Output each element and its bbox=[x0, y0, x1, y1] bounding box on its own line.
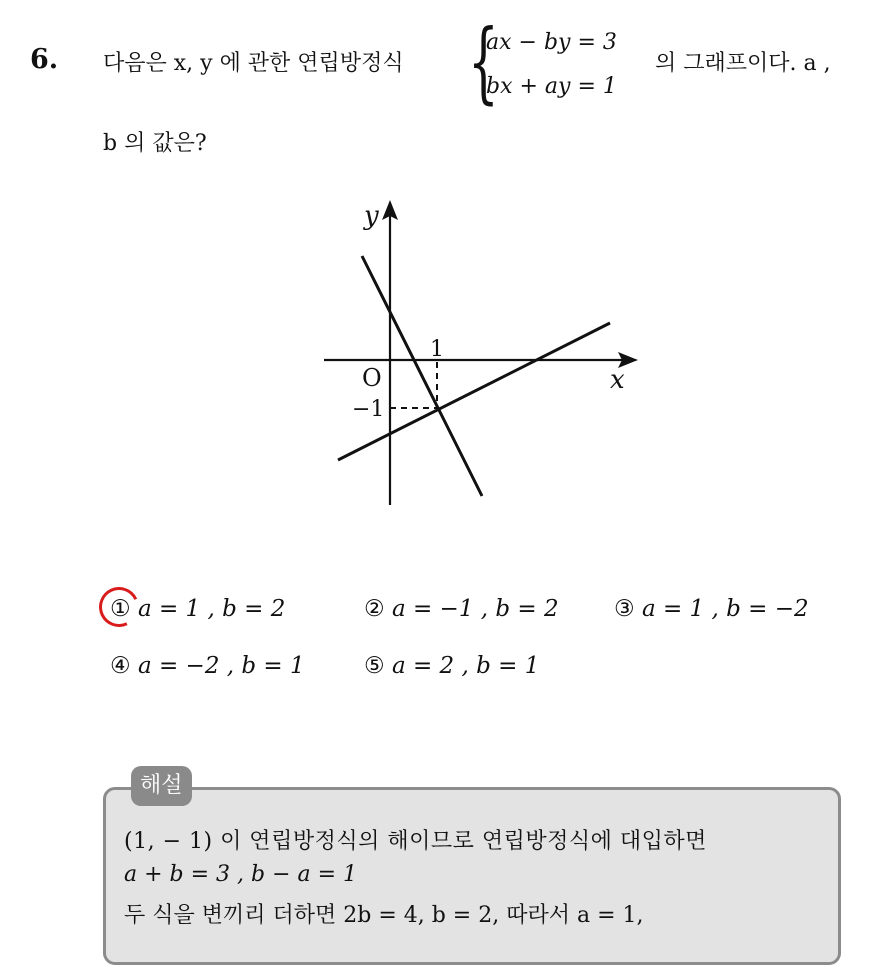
equation-1: ax − by = 3 bbox=[486, 30, 617, 55]
choice-1-number: ① bbox=[110, 596, 131, 622]
equation-2: bx + ay = 1 bbox=[486, 74, 617, 99]
choice-3[interactable] bbox=[614, 596, 809, 622]
choice-4-number: ④ bbox=[110, 653, 131, 679]
y-axis-label: y bbox=[364, 201, 379, 231]
choice-1-text: a = 1 , b = 2 bbox=[137, 596, 286, 622]
explanation-line-2: a + b = 3 , b − a = 1 bbox=[124, 862, 358, 887]
choice-4-text: a = −2 , b = 1 bbox=[137, 653, 305, 679]
choice-4[interactable] bbox=[110, 653, 305, 679]
y-tick-label: −1 bbox=[352, 397, 385, 422]
choice-2[interactable] bbox=[364, 596, 559, 622]
x-axis-label: x bbox=[610, 365, 625, 395]
explanation-line-1: (1, − 1) 이 연립방정식의 해이므로 연립방정식에 대입하면 bbox=[124, 829, 707, 854]
question-text-line2: b 의 값은? bbox=[103, 131, 207, 156]
explanation-line-3: 두 식을 변끼리 더하면 2b = 4, b = 2, 따라서 a = 1, bbox=[124, 903, 644, 928]
x-tick-label: 1 bbox=[430, 337, 444, 362]
system-brace-icon: { bbox=[468, 10, 499, 113]
question-number: 6. bbox=[30, 44, 59, 75]
coordinate-graph bbox=[300, 190, 650, 510]
choice-3-number: ③ bbox=[614, 596, 635, 622]
choice-3-text: a = 1 , b = −2 bbox=[641, 596, 809, 622]
choice-2-number: ② bbox=[364, 596, 385, 622]
question-text-end: 의 그래프이다. a , bbox=[655, 51, 831, 76]
choice-2-text: a = −1 , b = 2 bbox=[391, 596, 559, 622]
explanation-tag: 해설 bbox=[131, 766, 192, 806]
choice-5-text: a = 2 , b = 1 bbox=[391, 653, 540, 679]
choice-5[interactable] bbox=[364, 653, 539, 679]
origin-label: O bbox=[362, 364, 382, 392]
question-text-start: 다음은 x, y 에 관한 연립방정식 bbox=[103, 51, 404, 76]
choice-5-number: ⑤ bbox=[364, 653, 385, 679]
choice-1[interactable] bbox=[110, 596, 285, 622]
